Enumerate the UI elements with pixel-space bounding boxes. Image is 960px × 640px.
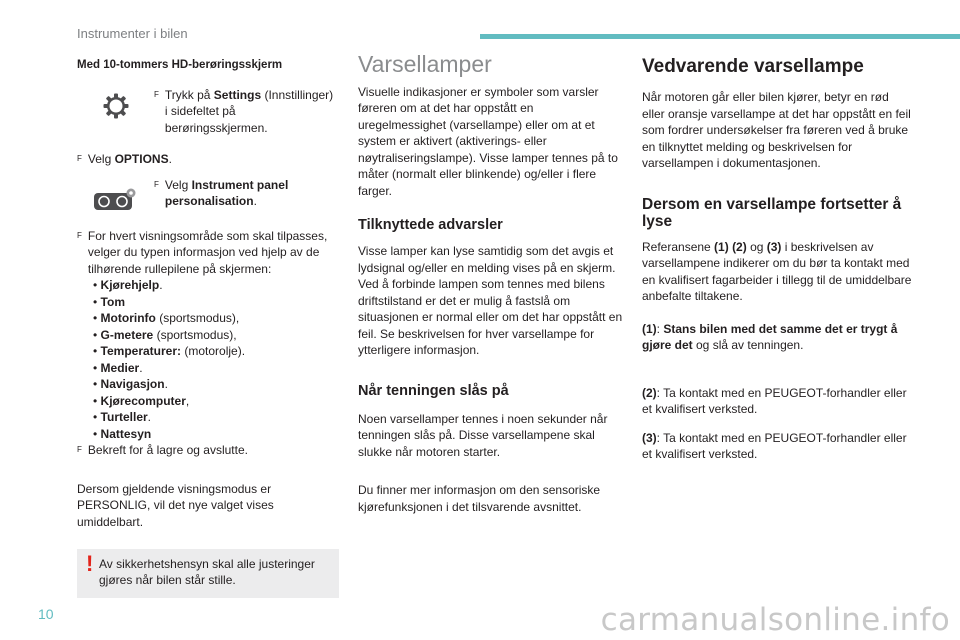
persistent-lamp-intro: Når motoren går eller bilen kjører, betyr en rød eller oransje varsellampe at det har oppstått en feil som fordrer undersøkelser fra føreren ved å bruke en tilknyttet melding og beskrivelsen for varsellampen i dokumentasjonen. (642, 90, 911, 170)
references-paragraph: Referansene (1) (2) og (3) i beskrivelsen av varsellampene indikerer om du bør ta kontakt med en kvalifisert fagarbeider i tillegg til de umiddelbare anbefalte tiltakene. (642, 239, 912, 303)
step-bullet-icon: F (77, 230, 82, 240)
info-type-list (93, 277, 339, 442)
subheading-10-inch: Med 10-tommers HD-berøringsskjerm (77, 59, 283, 71)
section-heading-ignition-on: Når tenningen slås på (358, 382, 509, 399)
warning-text: Av sikkerhetshensyn skal alle justeringer gjøres når bilen står stille. (99, 557, 315, 587)
ignition-on-text: Noen varsellamper tennes i noen sekunder når tenningen slås på. Disse varsellampene skal slukke når motoren starter. (358, 411, 608, 459)
section-header-title: Instrumenter i bilen (77, 26, 188, 41)
reference-item-2: (2): Ta kontakt med en PEUGEOT-forhandler eller et kvalifisert verksted. (642, 385, 907, 416)
step-confirm: F Bekreft for å lagre og avslutte. (77, 443, 248, 457)
header-accent-bar (480, 34, 960, 39)
section-heading-associated-warnings: Tilknyttede advarsler (358, 217, 503, 233)
reference-item-1: (1): Stans bilen med det samme det er trygt å gjøre det og slå av tenningen. (642, 321, 898, 352)
column-warning-lamps (358, 51, 623, 515)
list-item: • Motorinfo (sportsmodus), (93, 310, 339, 327)
step-settings: F Trykk på Settings (Innstillinger) i sidefeltet på berøringsskjermen. (77, 87, 339, 137)
associated-warnings-text-2: Ved å forbinde lampen som tennes med bilens driftstilstand er det er mulig å fastslå om situasjonen er normal eller om det har oppstått en feil. Se beskrivelsen for hver varsellampe for ytterligere informasjon. (358, 277, 623, 357)
step-bullet-icon: F (154, 179, 159, 189)
instrument-panel-settings-icon (77, 177, 154, 213)
sensory-driving-text: Du finner mer informasjon om den sensoriske kjørefunksjonen i det tilsvarende avsnittet. (358, 483, 601, 514)
reference-item-3: (3): Ta kontakt med en PEUGEOT-forhandler eller et kvalifisert verksted. (642, 430, 907, 461)
step-bullet-icon: F (154, 89, 159, 99)
list-item: • Navigasjon. (93, 376, 339, 393)
safety-warning-box (77, 549, 339, 598)
list-item: • G-metere (sportsmodus), (93, 327, 339, 344)
section-heading-lamp-stays-on: Dersom en varsellampe fortsetter å lyse (642, 195, 902, 230)
list-item: • Medier. (93, 360, 339, 377)
step-select-info: F For hvert visningsområde som skal tilpasses, velger du typen informasjon ved hjelp av de tilhørende rullepilene på skjermen: (77, 228, 328, 276)
list-item: • Turteller. (93, 409, 339, 426)
warning-exclamation-icon: ! (86, 551, 94, 576)
list-item: • Kjørehjelp. (93, 277, 339, 294)
personal-mode-paragraph: Dersom gjeldende visningsmodus er PERSONLIG, vil det nye valget vises umiddelbart. (77, 481, 274, 529)
list-item: • Kjørecomputer, (93, 393, 339, 410)
section-title-persistent-lamp: Vedvarende varsellampe (642, 56, 864, 77)
step-instrument-panel: F Velg Instrument panel personalisation. (77, 177, 339, 213)
page-title: Varsellamper (358, 51, 492, 77)
column-settings-instructions (77, 57, 339, 598)
step-options: F Velg OPTIONS. (77, 152, 172, 166)
step-bullet-icon: F (77, 154, 82, 163)
page-number: 10 (38, 606, 54, 622)
watermark: carmanualsonline.info (600, 602, 950, 638)
step-bullet-icon: F (77, 445, 82, 454)
settings-gear-icon (77, 87, 154, 119)
list-item: • Nattesyn (93, 426, 339, 443)
column-persistent-lamp (642, 56, 912, 463)
associated-warnings-text: Visse lamper kan lyse samtidig som det avgis et lydsignal og/eller en melding vises på en skjerm. (358, 244, 616, 275)
warning-lamps-intro: Visuelle indikasjoner er symboler som varsler føreren om at det har oppstått en uregelmessighet (varsellampe) eller om at et system er aktivert (aktiverings- eller nøytraliseringslampe). Visse lamper tennes på to måter (normalt eller blinkende) og/eller i flere farger. (358, 84, 618, 198)
list-item: • Tom (93, 294, 339, 311)
list-item: • Temperaturer: (motorolje). (93, 343, 339, 360)
